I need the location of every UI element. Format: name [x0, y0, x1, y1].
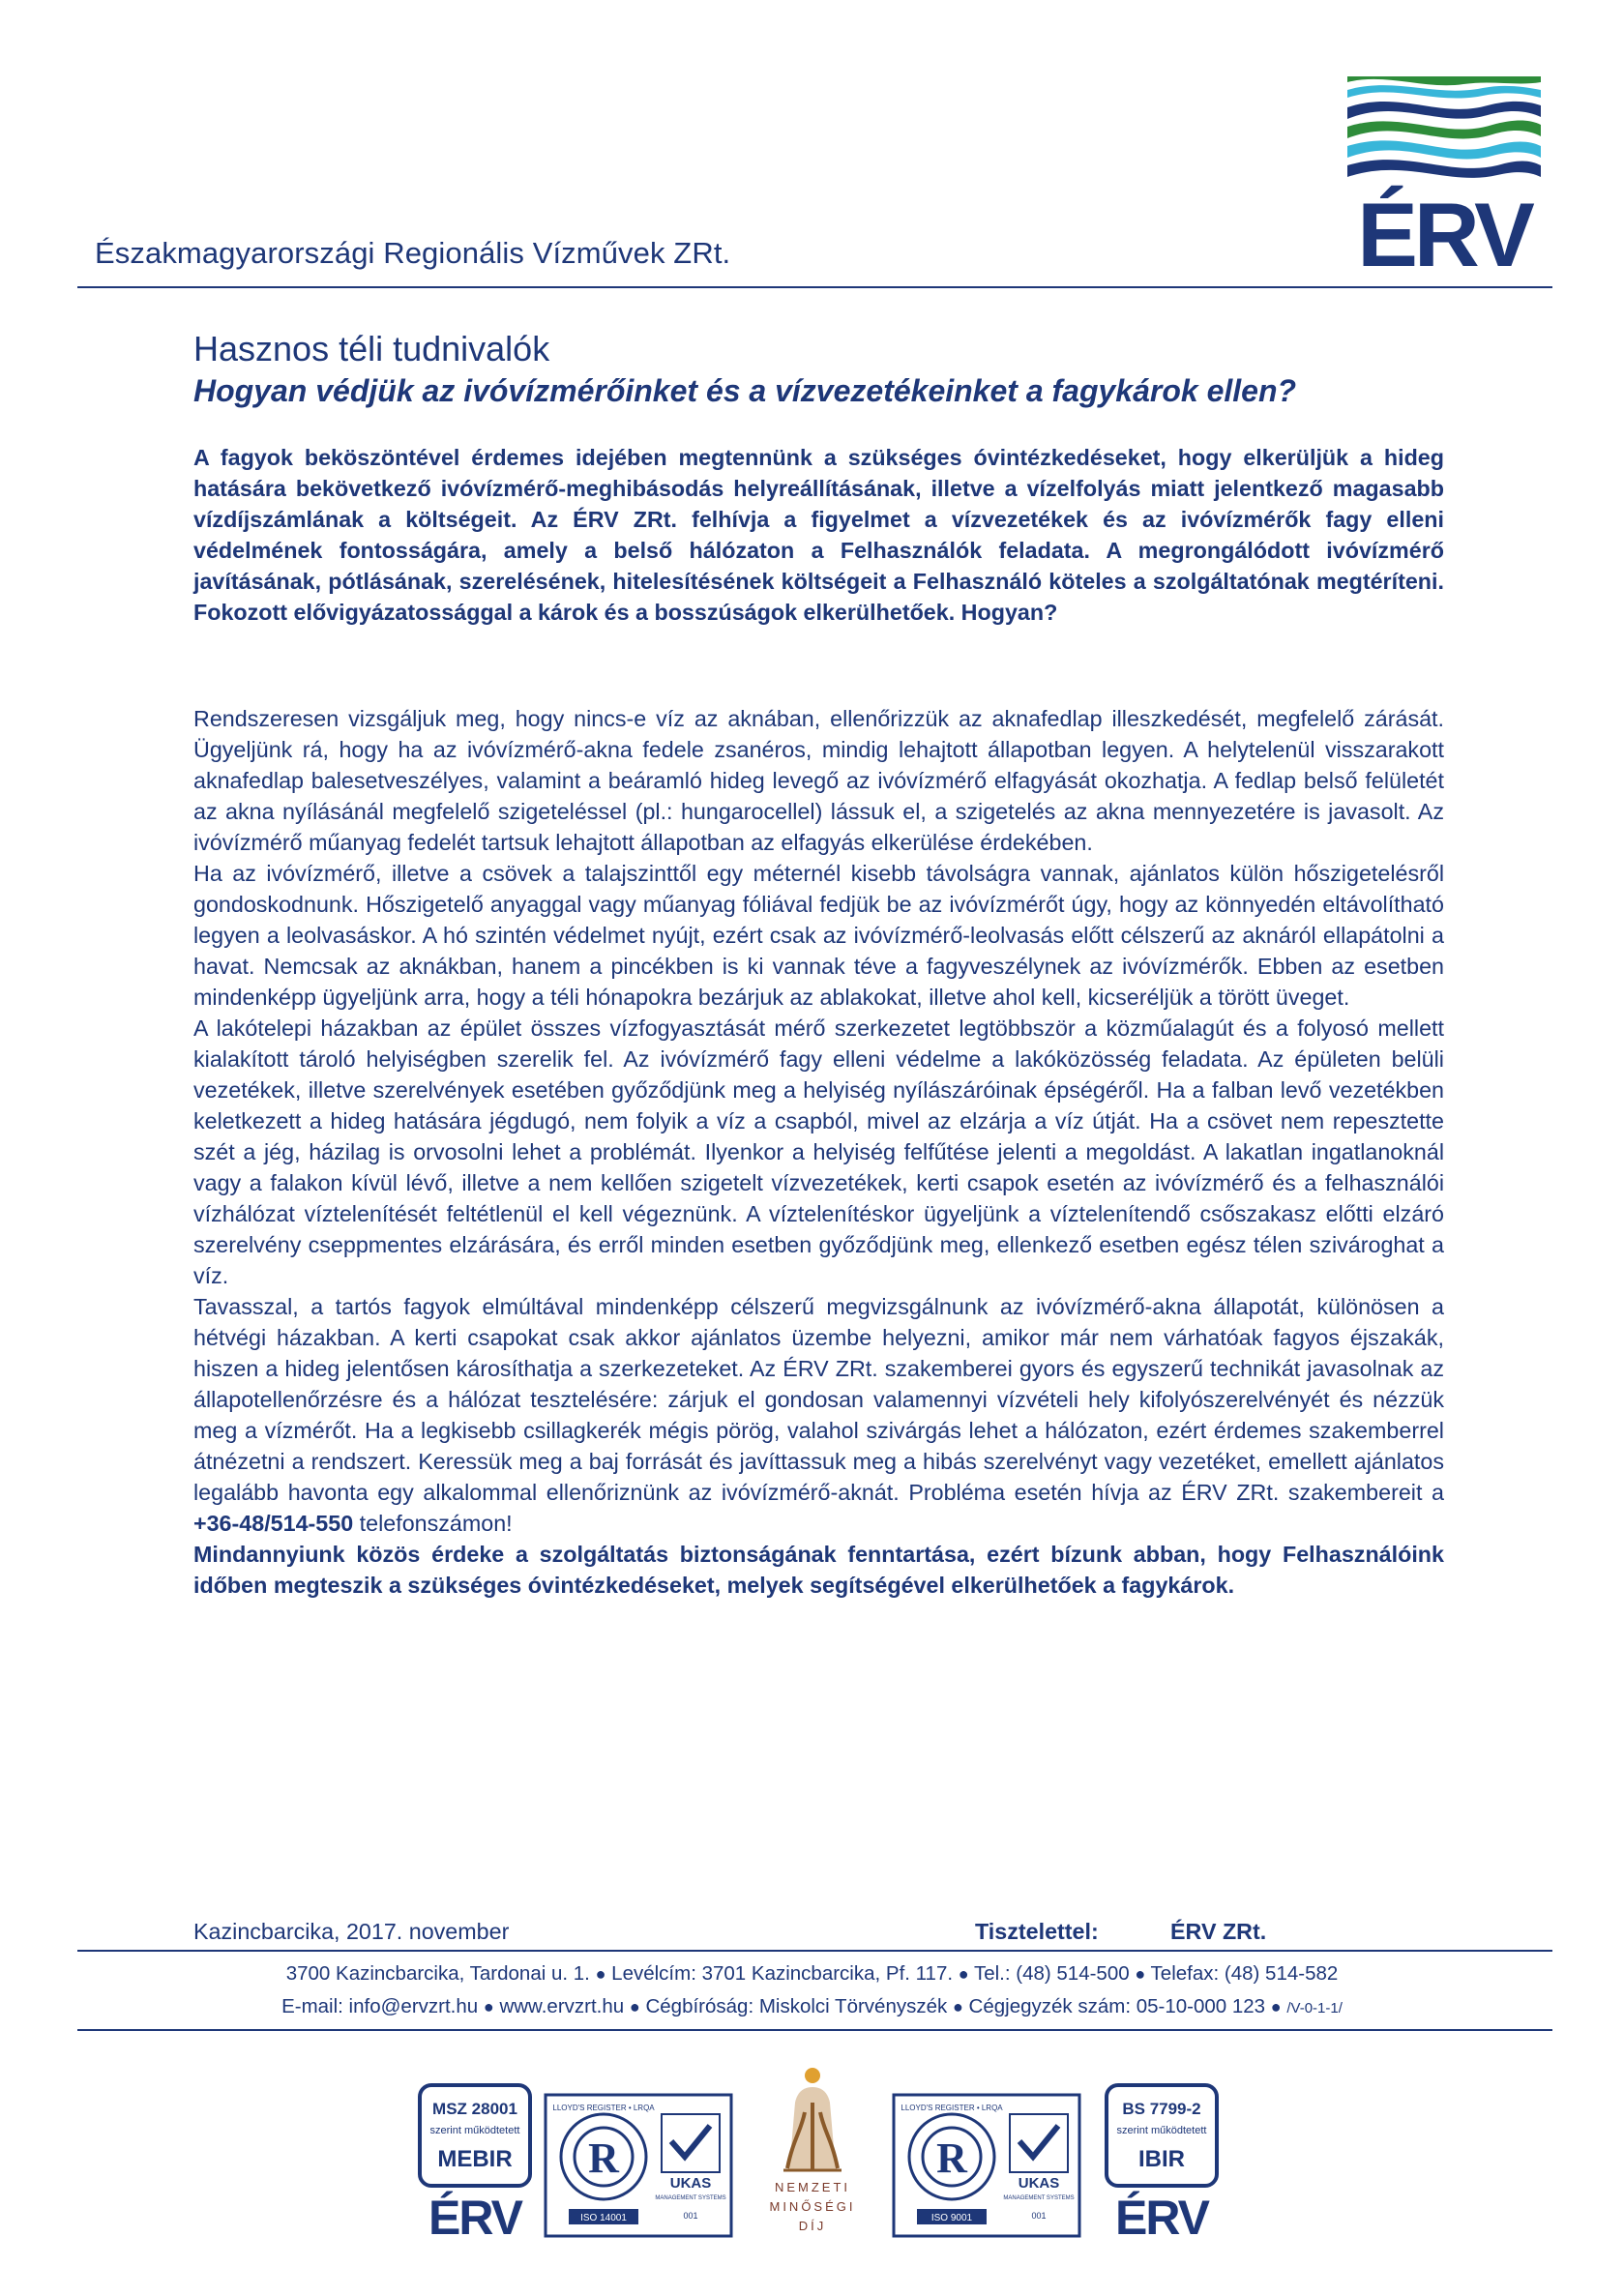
lrqa-2-iso: ISO 9001: [930, 2213, 973, 2223]
document-subtitle: Hogyan védjük az ivóvízmérőinket és a vízvezetékeinket a fagykárok ellen?: [193, 373, 1297, 408]
footer-fax: Telefax: (48) 514-582: [1150, 1962, 1339, 1985]
footer-address: 3700 Kazincbarcika, Tardonai u. 1.: [285, 1962, 590, 1985]
ibir-badge: [1105, 2083, 1219, 2238]
mebir-logo: ÉRV: [428, 2191, 521, 2238]
intro-text: A fagyok beköszöntével érdemes idejében megtennünk a szükséges óvintézkedéseket, hogy elkerüljük a hideg hatására bekövetkező ivóvízmérő-meghibásodás helyreállításának, illetve a vízelfolyás miatt jelentkező magasabb vízdíjszámlának a költségeit. Az ÉRV ZRt. felhívja a figyelmet a vízvezetékek és az ivóvízmérők fagy elleni védelmének fontosságára, amely a belső hálózaton a Felhasználók feladata. A megrongálódott ivóvízmérő javításának, pótlásának, szerelésének, hitelesítésének költségeit a Felhasználó köteles a szolgáltatónak megtéríteni. Fokozott elővigyázatossággal a károk és a bosszúságok elkerülhetőek. Hogyan?: [193, 445, 1444, 625]
lrqa-1-ring: LLOYD'S REGISTER • LRQA: [552, 2104, 655, 2112]
footer-doc-code: /V-0-1-1/: [1286, 2000, 1343, 2016]
lrqa-2-ring: LLOYD'S REGISTER • LRQA: [901, 2104, 1003, 2112]
document-title: Hasznos téli tudnivalók: [193, 329, 550, 368]
footer-phone: Tel.: (48) 514-500: [973, 1962, 1130, 1985]
footer-web[interactable]: www.ervzrt.hu: [499, 1995, 625, 2017]
phone-number: +36-48/514-550: [193, 1511, 354, 1536]
paragraph-insulation: Ha az ivóvízmérő, illetve a csövek a talajszinttől egy méternél kisebb távolságra vannak, ajánlatos külön hőszigetelésről gondoskodnunk. Hőszigetelő anyaggal vagy műanyag fóliával fedjük be az ivóvízmérőt úgy, hogy az könnyedén eltávolítható legyen a leolvasáskor. A hó szintén védelmet nyújt, ezért csak az ivóvízmérő-leolvasás előtt célszerű az aknáról ellapátolni a havat. Nemcsak az aknákban, hanem a pincékben is ki vannak téve a fagyveszélynek az ivóvízmérők. Ebben az esetben mindenképp ügyeljünk arra, hogy a téli hónapokra bezárjuk az ablakokat, illetve ahol kell, kicseréljük a törött üveget.: [193, 861, 1444, 1010]
award-line3: DÍJ: [798, 2219, 827, 2233]
mebir-standard: MSZ 28001: [432, 2100, 517, 2118]
quality-award-badge: [754, 2064, 871, 2243]
ibir-line: szerint működtetett: [1116, 2125, 1207, 2136]
place-date: Kazincbarcika, 2017. november: [193, 1919, 510, 1944]
footer-contact-line: E-mail: info@ervzrt.hu ● www.ervzrt.hu ● Cégbíróság: Miskolci Törvényszék ● Cégjegyzék szám: 05-10-000 123 ● /V-0-1-1/: [281, 1995, 1343, 2017]
lrqa-2-ukas: UKAS: [1018, 2175, 1060, 2192]
lrqa-2-ukas-sub: MANAGEMENT SYSTEMS: [1003, 2195, 1075, 2201]
company-name: Északmagyarországi Regionális Vízművek ZRt.: [95, 236, 731, 270]
ibir-logo: ÉRV: [1115, 2191, 1208, 2238]
footer-reg-no: Cégjegyzék szám: 05-10-000 123: [968, 1995, 1266, 2017]
body-text: [193, 703, 1444, 1601]
phone-suffix: telefonszámon!: [359, 1511, 513, 1536]
paragraph-apartment: A lakótelepi házakban az épület összes vízfogyasztását mérő szerkezetet legtöbbször a közműalagút és a folyosó mellett kialakított tároló helyiségben szerelik fel. Az ivóvízmérő fagy elleni védelme a lakóközösség feladata. Az épületen belüli vezetékek, illetve szerelvények esetében győződjünk meg a helyiség nyílászáróinak épségéről. Ha a falban levő vezetékben keletkezett a hideg hatására jégdugó, nem folyik a víz a csapból, mivel az elzárja a víz útját. Ha a csövet nem repesztette szét a jég, házilag is orvosolni lehet a problémát. Ilyenkor a helyiség felfűtése jelenti a megoldást. A lakatlan ingatlanoknál vagy a falakon kívül lévő, illetve a nem kellően szigetelt vízvezetékek, kerti csapok esetén az ivóvízmérő és a felhasználói vízhálózat víztelenítését feltétlenül el kell végeznünk. A víztelenítéskor ügyeljünk a víztelenítendő csőszakasz előtti elzáró szerelvény cseppmentes elzárására, és erről minden esetben győződjünk meg, ellenkező esetben egész télen szivároghat a víz.: [193, 1016, 1444, 1288]
footer-divider-top: [77, 1950, 1552, 1952]
lrqa-2-ukas-no: 001: [1031, 2211, 1047, 2221]
signature: ÉRV ZRt.: [1170, 1919, 1267, 1944]
footer-mail-address: Levélcím: 3701 Kazincbarcika, Pf. 117.: [611, 1962, 954, 1985]
header-divider: [77, 286, 1552, 288]
paragraph-manhole: Rendszeresen vizsgáljuk meg, hogy nincs-e víz az aknában, ellenőrizzük az aknafedlap illeszkedését, megfelelő zárását. Ügyeljünk rá, hogy ha az ivóvízmérő-akna fedele zsanéros, mindig lehajtott állapotban legyen. A helytelenül visszarakott aknafedlap balesetveszélyes, valamint a beáramló hideg levegő az ivóvízmérő elfagyását okozhatja. A fedlap belső felületét az akna nyílásánál megfelelő szigeteléssel (pl.: hungarocellel) lássuk el, a szigetelés az akna mennyezetére is javasolt. Az ivóvízmérő műanyag fedelét tartsuk lehajtott állapotban az elfagyás elkerülése érdekében.: [193, 706, 1444, 855]
footer-divider-bottom: [77, 2029, 1552, 2031]
erv-logo: [1347, 76, 1541, 270]
mebir-line: szerint működtetett: [429, 2125, 520, 2136]
mebir-badge: [418, 2083, 532, 2238]
award-line2: MINŐSÉGI: [769, 2199, 856, 2214]
lrqa-1-ukas: UKAS: [669, 2175, 712, 2192]
lrqa-1-letter: R: [588, 2134, 619, 2182]
lrqa-2-letter: R: [936, 2134, 967, 2182]
footer-court: Cégbíróság: Miskolci Törvényszék: [645, 1995, 948, 2017]
mebir-name: MEBIR: [437, 2146, 513, 2172]
closing-statement: Mindannyiunk közös érdeke a szolgáltatás biztonságának fenntartása, ezért bízunk abban, hogy Felhasználóink időben megteszik a szükséges óvintézkedéseket, melyek segítségével elkerülhetőek a fagykárok.: [193, 1542, 1444, 1598]
footer-email[interactable]: E-mail: info@ervzrt.hu: [281, 1995, 479, 2017]
award-line1: NEMZETI: [774, 2180, 851, 2194]
paragraph-spring-text: Tavasszal, a tartós fagyok elmúltával mindenképp célszerű megvizsgálnunk az ivóvízmérő-akna állapotát, különösen a hétvégi házakban. A kerti csapokat csak akkor ajánlatos üzembe helyezni, amikor már nem várhatóak fagyos éjszakák, hiszen a hideg jelentősen károsíthatja a szerkezeteket. Az ÉRV ZRt. szakemberei gyors és egyszerű technikát javasolnak az állapotellenőrzésre és a hálózat tesztelésére: zárjuk el gondosan valamennyi vízvételi hely kifolyószerelvényét és nézzük meg a vízmérőt. Ha a legkisebb csillagkerék mégis pörög, valahol szivárgás lehet a hálózaton, ezért érdemes szakemberrel átnézetni a rendszert. Keressük meg a baj forrását és javíttassuk meg a hibás szerelvényt vagy vezetéket, emellett ajánlatos legalább havonta egy alkalommal ellenőriznünk az ivóvízmérő-aknát. Probléma esetén hívja az ÉRV ZRt. szakembereit a: [193, 1294, 1444, 1505]
paragraph-spring: [193, 1291, 1444, 1539]
certification-badges: [0, 2064, 1624, 2243]
intro-paragraph: [193, 442, 1444, 628]
lrqa-iso14001-badge: [544, 2093, 733, 2238]
logo-text: ÉRV: [1357, 184, 1531, 270]
regards-label: Tisztelettel:: [975, 1919, 1099, 1944]
lrqa-1-iso: ISO 14001: [580, 2213, 627, 2223]
lrqa-iso9001-badge: [892, 2093, 1081, 2238]
lrqa-1-ukas-no: 001: [683, 2211, 698, 2221]
ibir-standard: BS 7799-2: [1122, 2100, 1201, 2118]
ibir-name: IBIR: [1138, 2146, 1185, 2172]
lrqa-1-ukas-sub: MANAGEMENT SYSTEMS: [655, 2195, 726, 2201]
footer-address-line: 3700 Kazincbarcika, Tardonai u. 1. ● Levélcím: 3701 Kazincbarcika, Pf. 117. ● Tel.: (48) 514-500 ● Telefax: (48) 514-582: [285, 1962, 1339, 1985]
